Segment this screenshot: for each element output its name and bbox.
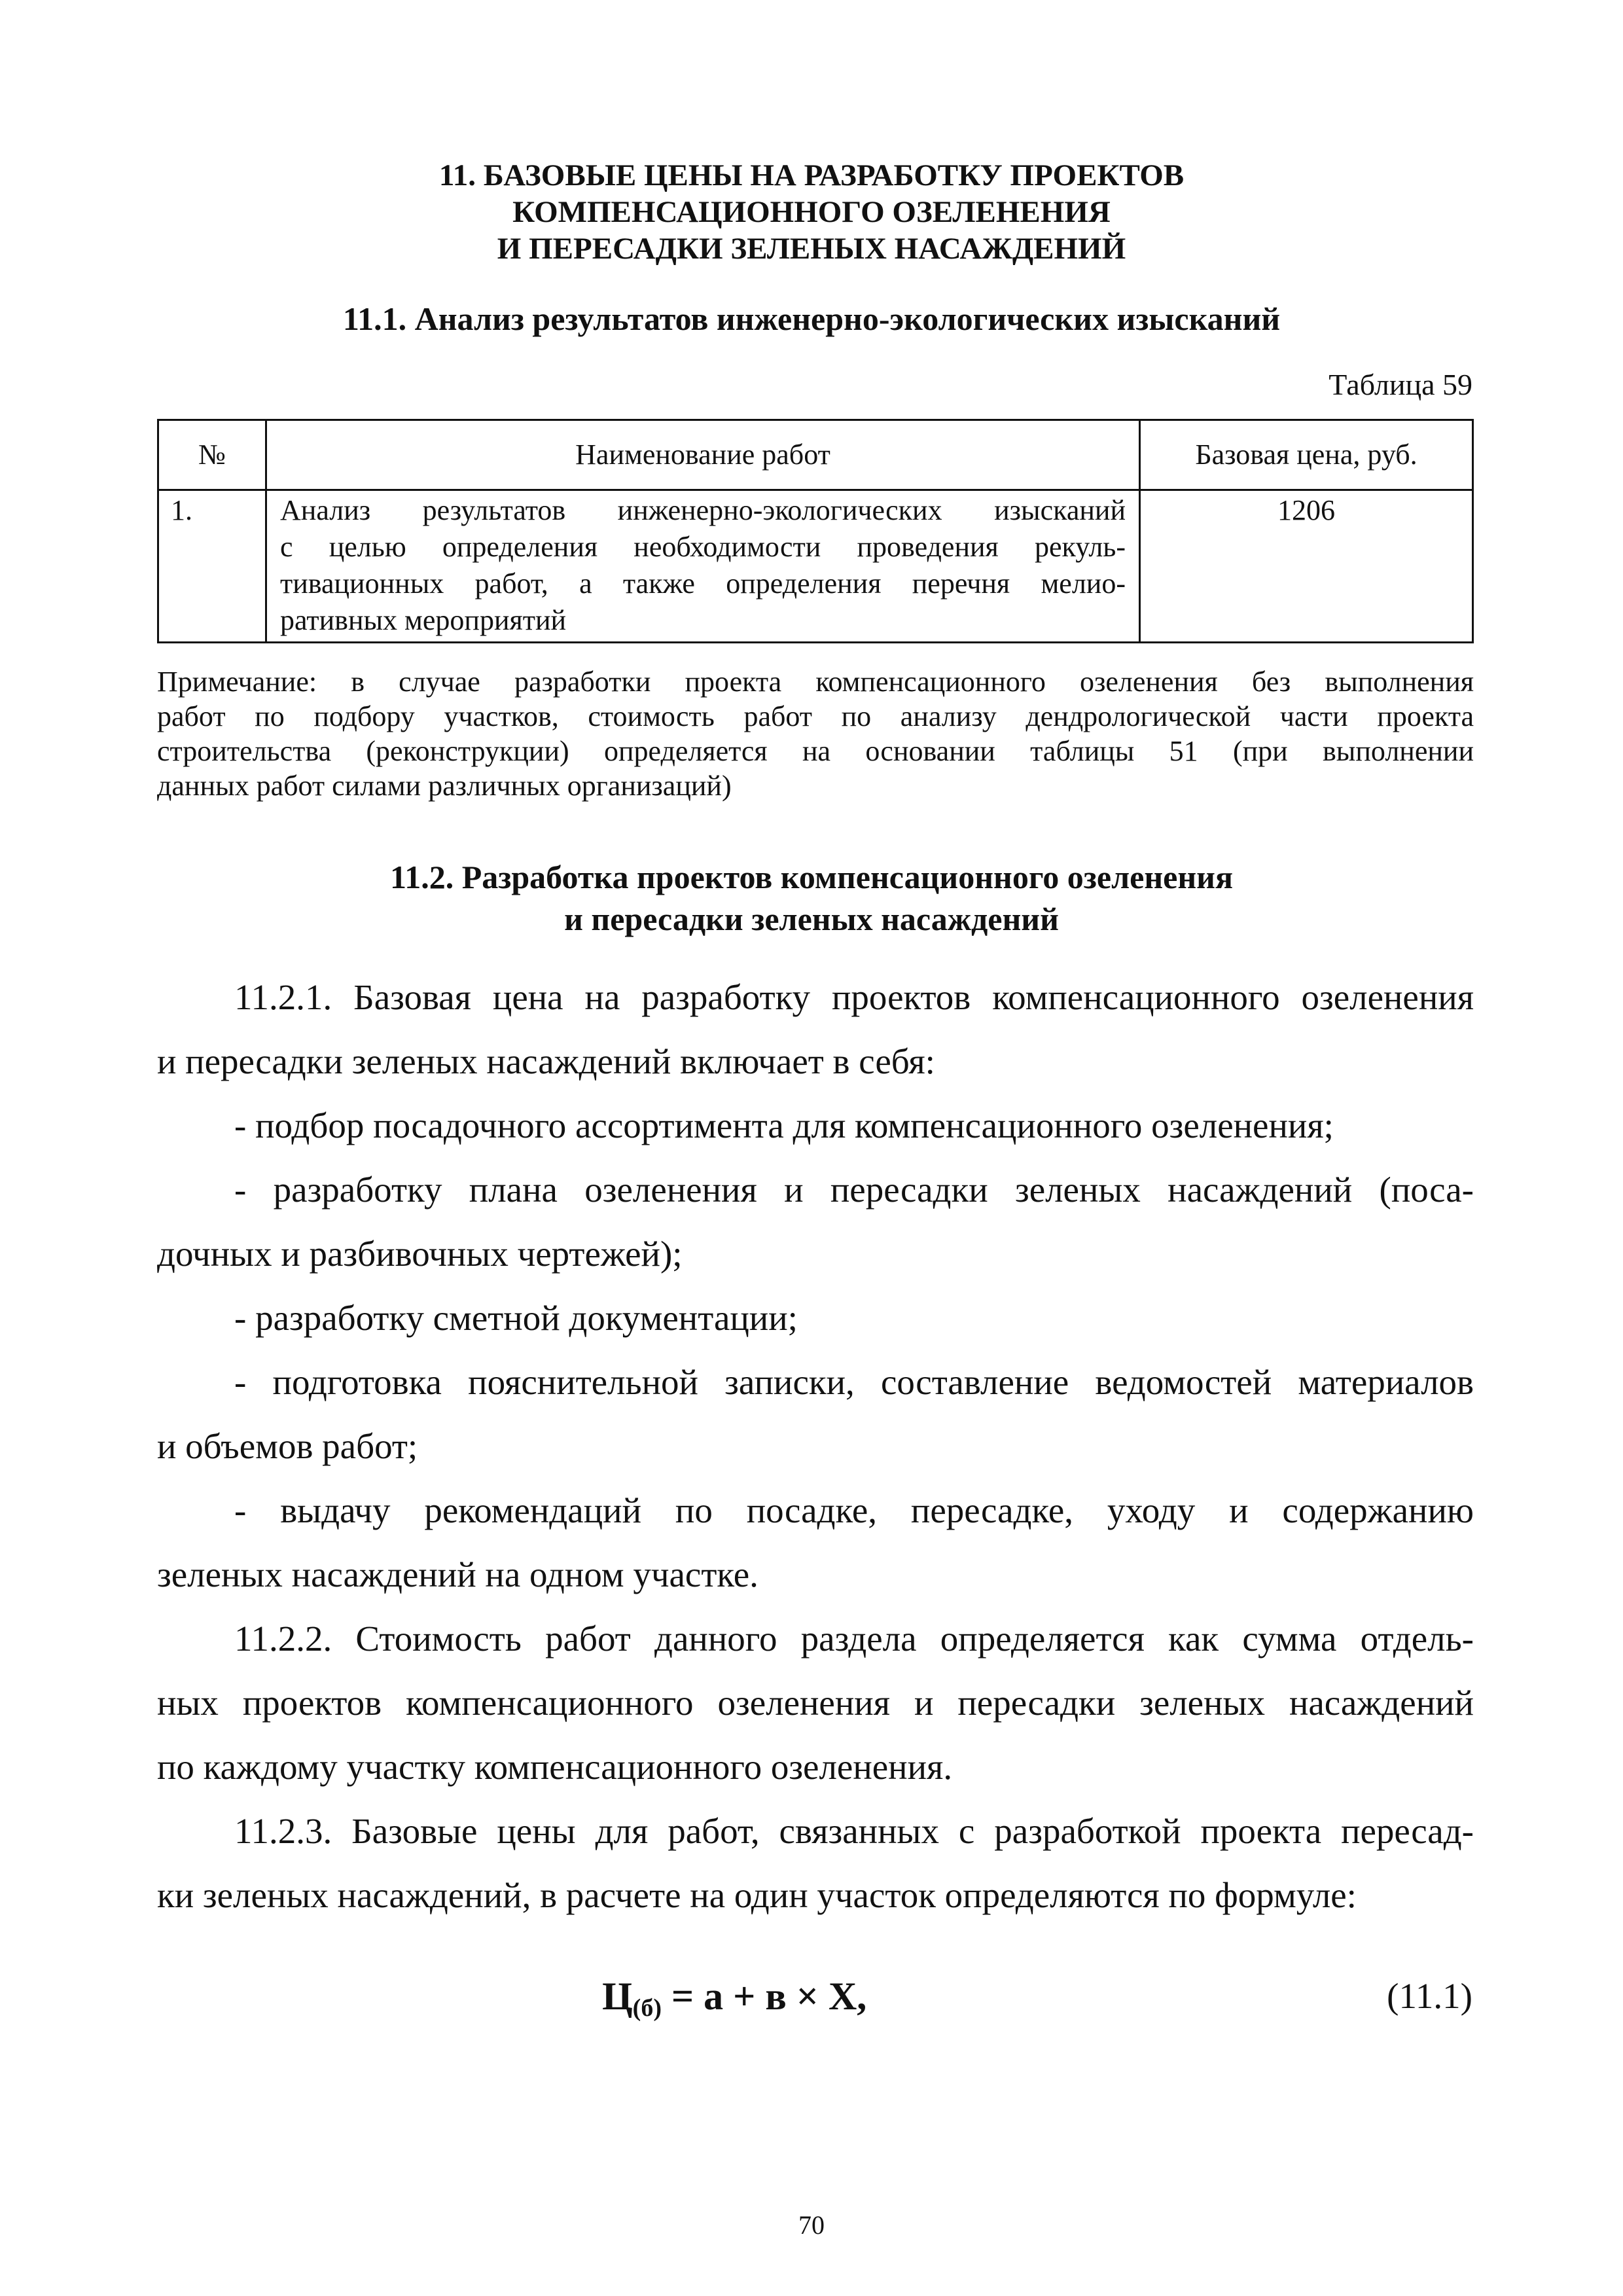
- chapter-title: [157, 157, 1466, 267]
- paragraph-11-2-2-line-2: ных проектов компенсационного озеленения и пересадки зеленых насаждений: [157, 1683, 1474, 1723]
- row-base-price: 1206: [1140, 490, 1473, 643]
- table-row: [158, 490, 1473, 643]
- header-base-price: Базовая цена, руб.: [1140, 420, 1473, 490]
- formula-main-symbol: Ц: [602, 1975, 633, 2018]
- paragraph-11-2-2-line-3: по каждому участку компенсационного озеленения.: [157, 1747, 953, 1787]
- paragraph-11-2-3-line-1: 11.2.3. Базовые цены для работ, связанных с разработкой проекта пересад-: [234, 1811, 1474, 1851]
- list-item: - подбор посадочного ассортимента для компенсационного озеленения;: [234, 1105, 1334, 1145]
- chapter-title-line-1: 11. БАЗОВЫЕ ЦЕНЫ НА РАЗРАБОТКУ ПРОЕКТОВ: [438, 158, 1185, 192]
- list-item-continuation: и объемов работ;: [157, 1426, 418, 1466]
- list-item-continuation: дочных и разбивочных чертежей);: [157, 1234, 683, 1274]
- formula-11-1: [602, 1970, 1126, 2034]
- list-item: - разработку сметной документации;: [234, 1298, 798, 1338]
- list-item-continuation: зеленых насаждений на одном участке.: [157, 1554, 758, 1594]
- section-11-2-body: [157, 965, 1474, 1928]
- section-11-1-heading: 11.1. Анализ результатов инженерно-экологических изысканий: [342, 300, 1281, 337]
- chapter-title-line-2: КОМПЕНСАЦИОННОГО ОЗЕЛЕНЕНИЯ: [512, 195, 1111, 229]
- price-table: [157, 419, 1474, 643]
- header-number: №: [158, 420, 266, 490]
- table-header-row: [158, 420, 1473, 490]
- page-number: 70: [798, 2210, 825, 2240]
- row-work-name: Анализ результатов инженерно-экологических изысканий с целью определения необходимости проведения рекуль- тивационных работ, а также определения перечня мелио- ративных мероприятий: [266, 490, 1140, 643]
- paragraph-11-2-1-line-1: 11.2.1. Базовая цена на разработку проектов компенсационного озеленения: [234, 977, 1474, 1017]
- paragraph-11-2-3-line-2: ки зеленых насаждений, в расчете на один участок определяются по формуле:: [157, 1875, 1357, 1915]
- row-number: 1.: [158, 490, 266, 643]
- formula-subscript: (б): [632, 1994, 662, 2022]
- section-11-2-heading: 11.2. Разработка проектов компенсационного озеленения и пересадки зеленых насаждений: [389, 859, 1233, 937]
- table-caption: Таблица 59: [1329, 368, 1472, 401]
- list-item: - выдачу рекомендаций по посадке, пересадке, уходу и содержанию: [234, 1490, 1474, 1530]
- header-work-name: Наименование работ: [266, 420, 1140, 490]
- formula-expression: = а + в × X,: [661, 1975, 867, 2018]
- list-item: - подготовка пояснительной записки, составление ведомостей материалов: [234, 1362, 1474, 1402]
- list-item: - разработку плана озеленения и пересадки зеленых насаждений (поса-: [234, 1170, 1474, 1210]
- paragraph-11-2-2-line-1: 11.2.2. Стоимость работ данного раздела определяется как сумма отдель-: [234, 1619, 1474, 1659]
- chapter-title-line-3: И ПЕРЕСАДКИ ЗЕЛЕНЫХ НАСАЖДЕНИЙ: [497, 232, 1126, 266]
- table-note: Примечание: в случае разработки проекта компенсационного озеленения без выполнения работ по подбору участков, стоимость работ по анализу дендрологической части проекта строительства (реконструкции) определяется на основании таблицы 51 (при выполнении данных работ силами различных организаций): [157, 666, 1474, 802]
- paragraph-11-2-1-line-2: и пересадки зеленых насаждений включает в себя:: [157, 1041, 935, 1081]
- formula-number: (11.1): [1387, 1976, 1472, 2016]
